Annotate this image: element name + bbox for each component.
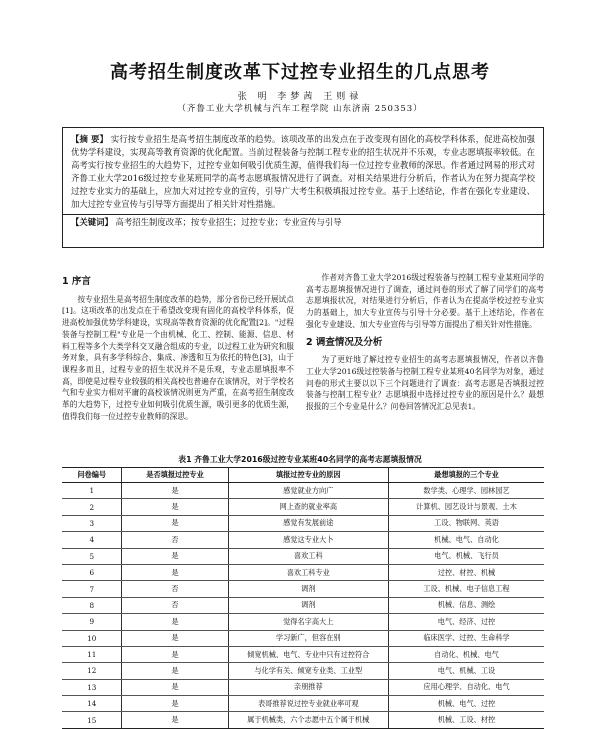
cell-reason: 喜欢工科专业 [228, 564, 388, 580]
cell-id: 2 [62, 499, 122, 515]
header-id: 问卷编号 [62, 468, 122, 483]
header-top3: 最想填报的三个专业 [388, 468, 544, 483]
author-list: 张 明 李梦茜 王则禄 [237, 92, 363, 102]
keywords [71, 216, 535, 229]
cell-id: 7 [62, 581, 122, 597]
abstract-text: 实行按专业招生是高考招生制度改革的趋势。该项改革的出发点在于改变现有固化的高校学科体系，促进高校加强优势学科建设，实现高等教育资源的优化配置。当前过程装备与控制工程专业的招生状况并不乐观，专业志愿填报率较低。在高考实行按专业招生的大趋势下，过控专业如何吸引优质生源，值得我们每一位过控专业教师的深思。作者通过网易的形式对齐鲁工业大学2016级过控专业某班同学的高考志愿填报情况进行了调查。对相关结果进行分析后，作者认为在努力提高学校过控专业实力的基础上，应加大对过控专业的宣传，引导广大考生积极填报过控专业。基于上述结论，作者在强化专业建设、加大过控专业宣传与引导等方面提出了相关针对性措施。 [71, 134, 535, 210]
cell-top3: 工设、机械、电子信息工程 [388, 581, 544, 597]
cell-id: 1 [62, 483, 122, 499]
cell-reason: 网上查的就业率高 [228, 499, 388, 515]
cell-id: 9 [62, 614, 122, 630]
cell-top3: 电气、经济、过控 [388, 614, 544, 630]
cell-top3: 电气、机械、工设 [388, 663, 544, 679]
cell-top3: 应用心理学、自动化、电气 [388, 679, 544, 695]
table-row [62, 564, 544, 580]
cell-id: 8 [62, 597, 122, 613]
keywords-label: 【关键词】 [71, 216, 113, 227]
paper-title: 高考招生制度改革下过控专业招生的几点思考 [110, 62, 490, 83]
cell-reason: 调剂 [228, 581, 388, 597]
table-row [62, 696, 544, 712]
right-column [306, 272, 544, 413]
cell-top3: 临床医学、过控、生命科学 [388, 630, 544, 646]
table-row [62, 532, 544, 548]
cell-applied: 是 [122, 614, 228, 630]
table-row [62, 679, 544, 695]
table-row [62, 630, 544, 646]
table-row [62, 712, 544, 728]
cell-id: 14 [62, 696, 122, 712]
cell-applied: 是 [122, 663, 228, 679]
table-row [62, 499, 544, 515]
cell-reason: 亲朋推荐 [228, 679, 388, 695]
cell-id: 12 [62, 663, 122, 679]
keywords-text: 高考招生制度改革；按专业招生；过控专业；专业宣传与引导 [115, 216, 342, 227]
survey-table [62, 467, 544, 729]
table-row [62, 548, 544, 564]
cell-id: 13 [62, 679, 122, 695]
cell-applied: 是 [122, 696, 228, 712]
cell-applied: 是 [122, 548, 228, 564]
cell-reason: 感觉就业方向广 [228, 483, 388, 499]
cell-applied: 是 [122, 630, 228, 646]
cell-top3: 机械、工设、材控 [388, 712, 544, 728]
cell-top3: 机械、信息、测绘 [388, 597, 544, 613]
abstract [71, 133, 535, 212]
cell-top3: 电气、机械、飞行员 [388, 548, 544, 564]
cell-top3: 机械、电气、过控 [388, 696, 544, 712]
cell-applied: 是 [122, 564, 228, 580]
cell-top3: 数学类、心理学、园林园艺 [388, 483, 544, 499]
section-1-text: 按专业招生是高考招生制度改革的趋势，部分省份已经开展试点[1]。这项改革的出发点在于希望改变现有固化的高校学科体系，促进高校加强优势学科建设，实现高等教育资源的优化配置[2]。"过程装备与控制工程"专业是一个由机械、化工、控制、能源、信息、材料工程等多个大类学科交叉融合组成的专业，以过程工业为研究和服务对象，具有多学科综合、集成、渗透和互为依托的特色[3]，山于课程多而且，过程专业的招生状况并不是乐观，专业志愿填报率不高，即使是过程专业较强的相关高校也普遍存在该情况，对于学校名气和专业实力相对平庸的高校该情况则更为严重，在高考招生制度改革的大趋势下，过控专业如何吸引优质生源，吸引更多的优质生源，值得我们每一位过控专业教师的深思。 [62, 294, 294, 421]
cell-reason: 感觉这专业大卜 [228, 532, 388, 548]
table-row [62, 597, 544, 613]
cell-reason: 喜欢工科 [228, 548, 388, 564]
cell-top3: 计算机、园艺设计与景观、土木 [388, 499, 544, 515]
cell-reason: 属于机械类，六个志愿中五个属于机械 [228, 712, 388, 728]
table-row [62, 614, 544, 630]
cell-applied: 否 [122, 581, 228, 597]
cell-reason: 与化学有关、倾宽专业类、工业型 [228, 663, 388, 679]
header-applied: 是否填报过控专业 [122, 468, 228, 483]
table-row [62, 483, 544, 499]
intro-continued-text: 作者对齐鲁工业大学2016级过程装备与控制工程专业某班同学的高考志愿填报情况进行了调查，通过问卷的形式了解了同学们的高考志愿填报状况，对结果进行分析后，作者认为在提高学校过控专业实力的基础上，加大专业宣传与引导十分必要。基于上述结论，作者在强化专业建设、加大专业宣传与引导等方面提出了相关针对性措施。 [306, 273, 544, 329]
cell-reason: 学习新广，但容在别 [228, 630, 388, 646]
cell-applied: 是 [122, 646, 228, 662]
abstract-label: 【摘 要】 [71, 134, 108, 144]
affiliation: （齐鲁工业大学机械与汽车工程学院 山东济南 250353） [177, 104, 423, 114]
section-1-heading: 1 序言 [62, 276, 91, 287]
cell-top3: 过控、材控、机械 [388, 564, 544, 580]
cell-reason: 觉得名字高大上 [228, 614, 388, 630]
table-row [62, 646, 544, 662]
abstract-box [62, 127, 544, 248]
cell-reason: 表哥推荐说过控专业就业率可观 [228, 696, 388, 712]
cell-id: 11 [62, 646, 122, 662]
table-row [62, 515, 544, 531]
cell-top3: 工设、物联网、英语 [388, 515, 544, 531]
cell-id: 5 [62, 548, 122, 564]
cell-id: 6 [62, 564, 122, 580]
cell-applied: 是 [122, 515, 228, 531]
table-header-row [62, 468, 544, 483]
cell-applied: 否 [122, 597, 228, 613]
cell-applied: 是 [122, 679, 228, 695]
cell-id: 10 [62, 630, 122, 646]
cell-reason: 调剂 [228, 597, 388, 613]
cell-applied: 否 [122, 532, 228, 548]
section-2-text: 为了更好地了解过控专业招生的高考志愿填报情况，作者以齐鲁工业大学2016级过控装备与控制工程专业某班40名同学为对象，通过问卷的形式主要以以下三个问题进行了调查：高考志愿是否填报过控装备与控制工程专业？志愿填报中选择过控专业的原因是什么？最想报报的三个专业是什么？问卷回答情况汇总见表1。 [306, 355, 544, 412]
cell-applied: 是 [122, 483, 228, 499]
table-row [62, 581, 544, 597]
cell-reason: 感觉有发展前途 [228, 515, 388, 531]
section-2-heading: 2 调查情况及分析 [306, 336, 383, 348]
table-caption: 表1 齐鲁工业大学2016级过控专业某班40名同学的高考志愿填报情况 [178, 455, 422, 464]
cell-id: 4 [62, 532, 122, 548]
abstract-divider [63, 214, 545, 215]
header-reason: 填报过控专业的原因 [228, 468, 388, 483]
cell-applied: 是 [122, 499, 228, 515]
cell-id: 15 [62, 712, 122, 728]
cell-applied: 是 [122, 712, 228, 728]
cell-top3: 机械、电气、自动化 [388, 532, 544, 548]
cell-top3: 自动化、机械、电气 [388, 646, 544, 662]
cell-id: 3 [62, 515, 122, 531]
cell-reason: 倾宽机械、电气、专业中只有过控符合 [228, 646, 388, 662]
left-column [62, 276, 294, 422]
table-row [62, 663, 544, 679]
